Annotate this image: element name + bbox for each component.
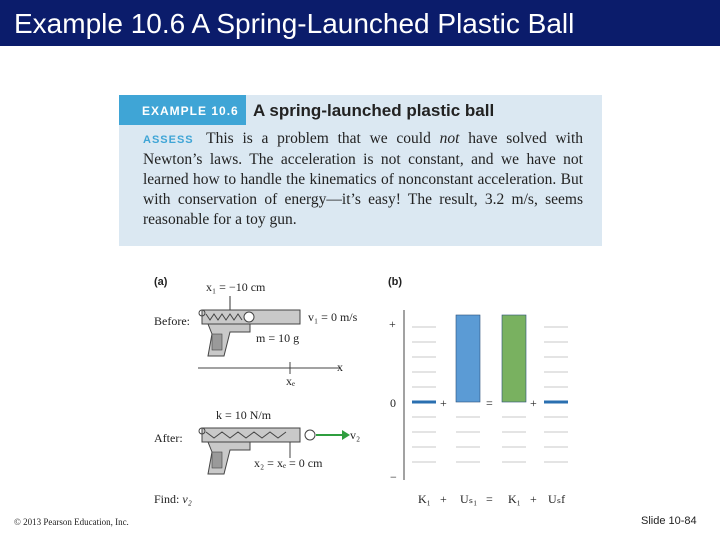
plus-sign: + bbox=[389, 317, 396, 331]
after-label: After: bbox=[154, 431, 183, 445]
gun-before-icon bbox=[199, 296, 300, 356]
body-text-2: have solved with Newton’s laws. The acceleration is not constant, and we have not learned how to handle the kinematics of nonconstant acceleration. But with conservation of energy—it’s easy! The result, 3.2 m/s, seems reasonable for a toy gun. bbox=[143, 130, 584, 228]
zero-label: 0 bbox=[390, 396, 396, 410]
minus-sign: − bbox=[390, 470, 397, 484]
xe-label: xₑ bbox=[286, 374, 296, 388]
ball-icon bbox=[305, 430, 315, 440]
bar-label-equals: = bbox=[486, 492, 493, 506]
op-plus-1: + bbox=[440, 396, 447, 410]
before-label: Before: bbox=[154, 314, 190, 328]
assess-label: ASSESS bbox=[143, 134, 194, 146]
example-box bbox=[119, 95, 602, 246]
bar-label-us-final: Uₛf bbox=[548, 492, 566, 506]
energy-bar bbox=[502, 315, 526, 402]
body-text-1: This is a problem that we could bbox=[206, 130, 431, 147]
bar-label-k-final: K₁ bbox=[508, 492, 521, 506]
bar-chart-bars bbox=[412, 315, 568, 402]
velocity-arrowhead bbox=[342, 430, 350, 440]
mass-label: m = 10 g bbox=[256, 331, 300, 345]
copyright: © 2013 Pearson Education, Inc. bbox=[14, 517, 129, 527]
example-body bbox=[143, 129, 583, 230]
example-tag-label: EXAMPLE 10.6 bbox=[142, 104, 239, 118]
find-label: Find: v₂ bbox=[154, 492, 192, 506]
example-heading: A spring-launched plastic ball bbox=[253, 101, 495, 120]
x2-label: x₂ = xₑ = 0 cm bbox=[254, 456, 323, 470]
bar-label-us-initial: Uₛ₁ bbox=[460, 492, 478, 506]
figure bbox=[150, 270, 570, 516]
x-axis-label: x bbox=[337, 360, 343, 374]
spring-constant-label: k = 10 N/m bbox=[216, 408, 272, 422]
v1-label: v₁ = 0 m/s bbox=[308, 310, 358, 324]
figure-graphics bbox=[150, 270, 570, 516]
bar-label-plus-1: + bbox=[440, 492, 447, 506]
panel-a-label: (a) bbox=[154, 276, 168, 288]
bar-chart-grid bbox=[412, 327, 568, 462]
bar-label-k-initial: K₁ bbox=[418, 492, 431, 506]
energy-bar bbox=[456, 315, 480, 402]
slide-title: Example 10.6 A Spring-Launched Plastic Ball bbox=[14, 8, 575, 39]
panel-b-label: (b) bbox=[388, 276, 403, 288]
bar-label-plus-2: + bbox=[530, 492, 537, 506]
v2-label: v₂ bbox=[350, 428, 361, 442]
slide-number: Slide 10-84 bbox=[641, 515, 697, 527]
example-header bbox=[119, 95, 602, 125]
body-text-not: not bbox=[439, 130, 460, 147]
example-tag bbox=[119, 95, 246, 125]
title-bar bbox=[0, 0, 720, 46]
op-plus-2: + bbox=[530, 396, 537, 410]
op-equals: = bbox=[486, 396, 493, 410]
x1-label: x₁ = −10 cm bbox=[206, 280, 266, 294]
